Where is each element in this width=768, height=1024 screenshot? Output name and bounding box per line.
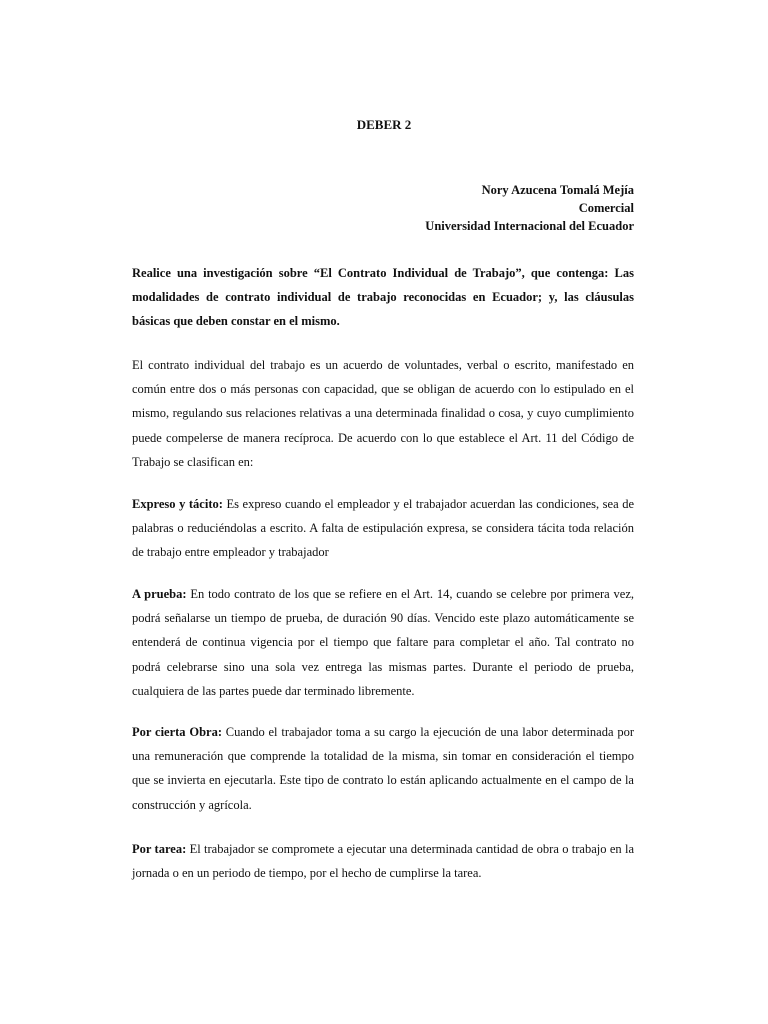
section-text: Cuando el trabajador toma a su cargo la ejecución de una labor determinada por una remuneración que comprende la totalidad de la misma, sin tomar en consideración el tiempo que se invierta en ejecutarla. Este tipo de contrato lo están aplicando actualmente en el campo de la construcción y agrícola. [132,725,634,812]
section-term: Expreso y tácito: [132,497,223,511]
section-por-cierta-obra [132,720,634,817]
section-text: En todo contrato de los que se refiere en el Art. 14, cuando se celebre por primera vez, podrá señalarse un tiempo de prueba, de duración 90 días. Vencido este plazo automáticamente se entenderá de continua vigencia por el tiempo que faltare para completar el año. Tal contrato no podrá celebrarse sino una sola vez entrega las mismas partes. Durante el periodo de prueba, cualquiera de las partes puede dar terminado libremente. [132,587,634,698]
document-title: DEBER 2 [356,117,412,132]
section-a-prueba [132,582,634,703]
assignment-prompt: Realice una investigación sobre “El Contrato Individual de Trabajo”, que contenga: Las modalidades de contrato individual de trabajo reconocidas en Ecuador; y, las cláusulas básicas que deben constar en el mismo. [132,266,634,329]
section-expreso-tacito [132,492,634,565]
section-text: El trabajador se compromete a ejecutar una determinada cantidad de obra o trabajo en la jornada o en un periodo de tiempo, por el hecho de cumplirse la tarea. [132,842,634,881]
author-name: Nory Azucena Tomalá Mejía [481,183,634,197]
section-term: A prueba: [132,587,187,601]
section-por-tarea [132,837,634,885]
section-text: Es expreso cuando el empleador y el trabajador acuerdan las condiciones, sea de palabras o reduciéndolas a escrito. A falta de estipulación expresa, se considera tácita toda relación de trabajo entre empleador y trabajador [132,497,634,560]
section-term: Por tarea: [132,842,187,856]
section-term: Por cierta Obra: [132,725,222,739]
author-program: Comercial [578,201,634,215]
author-institution: Universidad Internacional del Ecuador [425,219,634,233]
intro-paragraph: El contrato individual del trabajo es un acuerdo de voluntades, verbal o escrito, manifestado en común entre dos o más personas con capacidad, que se obligan de acuerdo con lo estipulado en el mismo, regulando sus relaciones relativas a una determinada finalidad o cosa, y cuyo cumplimiento puede compelerse de manera recíproca. De acuerdo con lo que establece el Art. 11 del Código de Trabajo se clasifican en: [132,358,634,469]
author-block [425,181,634,235]
